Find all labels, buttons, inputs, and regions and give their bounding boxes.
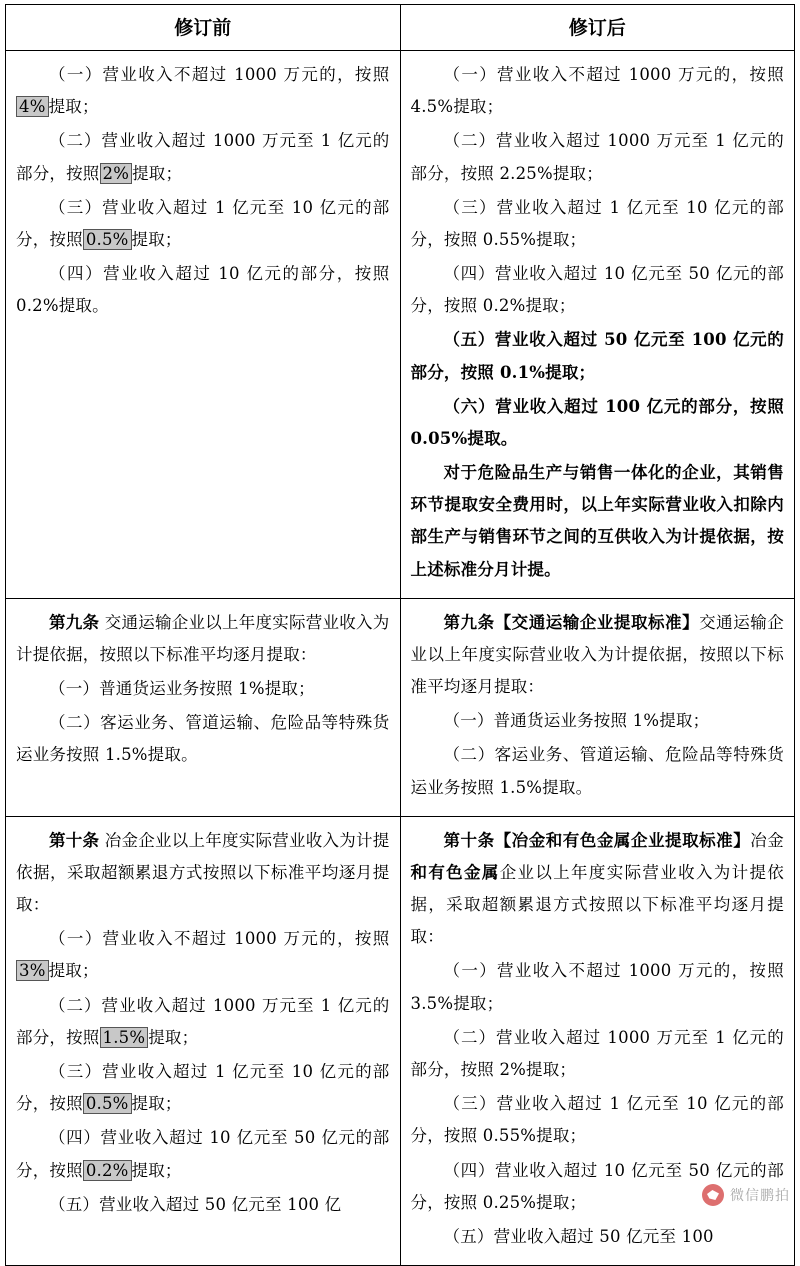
document-paragraph: （一）营业收入不超过 1000 万元的，按照3% 提取； [16,923,390,987]
column-header-before: 修订前 [6,5,401,51]
document-paragraph: （五）营业收入超过 50 亿元至 100 亿元的部分，按照 0.1%提取； [410,330,784,382]
document-paragraph: （二）营业收入超过 1000 万元至 1 亿元的部分，按照 1.5% 提取； [16,995,390,1047]
document-paragraph: （一）营业收入不超过 1000 万元的，按照 3.5%提取； [410,961,784,1013]
wechat-icon [702,1184,724,1206]
document-paragraph: （二）营业收入超过 1000 万元至 1 亿元的部分，按照 2%提取； [410,1027,784,1079]
paragraph-group-before-3 [16,825,390,1221]
document-paragraph: （三）营业收入超过 1 亿元至 10 亿元的部分，按照 0.5% 提取； [16,197,390,249]
paragraph-group-before-2 [16,607,390,772]
document-paragraph: （五）营业收入超过 50 亿元至 100 [443,1226,714,1246]
watermark [702,1184,790,1206]
table-row [6,598,795,816]
document-paragraph: （四）营业收入超过 10 亿元至 50 亿元的部分，按照 0.2%提取； [410,264,784,316]
document-paragraph: 对于危险品生产与销售一体化的企业，其销售环节提取安全费用时，以上年实际营业收入扣除内部生产与销售环节之间的互供收入为计提依据，按上述标准分月计提。 [410,463,784,579]
document-paragraph: （一）营业收入不超过 1000 万元的，按照 4.5%提取； [410,65,784,117]
document-paragraph: （四）营业收入超过 10 亿元的部分，按照 0.2%提取。 [16,264,390,316]
document-paragraph: （三）营业收入超过 1 亿元至 10 亿元的部分，按照 0.5% 提取； [16,1061,390,1114]
cell-before-2 [6,598,401,816]
document-paragraph: （二）营业收入超过 1000 万元至 1 亿元的部分，按照 2.25%提取； [410,131,784,183]
table-row [6,51,795,599]
document-paragraph: （三）营业收入超过 1 亿元至 10 亿元的部分，按照 0.55%提取； [410,1094,784,1146]
revision-comparison-table [5,4,795,1266]
cell-before-1 [6,51,401,599]
document-paragraph: （六）营业收入超过 100 亿元的部分，按照 0.05%提取。 [410,396,784,448]
document-page [0,4,800,1246]
document-paragraph: （五）营业收入超过 50 亿元至 100 亿 [49,1194,342,1214]
document-paragraph: 第十条 冶金企业以上年度实际营业收入为计提依据，采取超额累退方式按照以下标准平均逐月提取： [16,830,390,915]
table-header-row [6,5,795,51]
document-paragraph: 第九条 交通运输企业以上年度实际营业收入为计提依据，按照以下标准平均逐月提取： [16,612,390,664]
document-paragraph: （二）客运业务、管道运输、危险品等特殊货运业务按照 1.5%提取。 [16,713,390,765]
document-paragraph: （四）营业收入超过 10 亿元至 50 亿元的部分，按照 0.25%提取； [410,1160,784,1212]
document-paragraph: （一）普通货运业务按照 1%提取； [443,711,710,731]
cell-after-1 [400,51,795,599]
watermark-label: 微信鹏拍 [730,1188,790,1204]
document-paragraph: （一）营业收入不超过 1000 万元的，按照4% 提取； [16,59,390,123]
cell-before-3 [6,816,401,1265]
document-paragraph: （二）客运业务、管道运输、危险品等特殊货运业务按照 1.5%提取。 [410,745,784,797]
document-paragraph: （一）普通货运业务按照 1%提取； [49,679,315,699]
document-paragraph: （三）营业收入超过 1 亿元至 10 亿元的部分，按照 0.55%提取； [410,197,784,249]
paragraph-group-after-2 [411,607,785,804]
document-paragraph: （四）营业收入超过 10 亿元至 50 亿元的部分，按照 0.2% 提取； [16,1128,390,1180]
document-paragraph: （二）营业收入超过 1000 万元至 1 亿元的部分，按照 2% 提取； [16,131,390,183]
column-header-after: 修订后 [400,5,795,51]
paragraph-group-after-1 [411,59,785,586]
paragraph-group-before-1 [16,59,390,322]
cell-after-2 [400,598,795,816]
document-paragraph: 第九条【交通运输企业提取标准】交通运输企业以上年度实际营业收入为计提依据，按照以下标准平均逐月提取： [410,612,785,697]
table-row [6,816,795,1265]
document-paragraph: 第十条【冶金和有色金属企业提取标准】冶金和有色金属企业以上年度实际营业收入为计提依据，采取超额累退方式按照以下标准平均逐月提取： [410,830,785,947]
